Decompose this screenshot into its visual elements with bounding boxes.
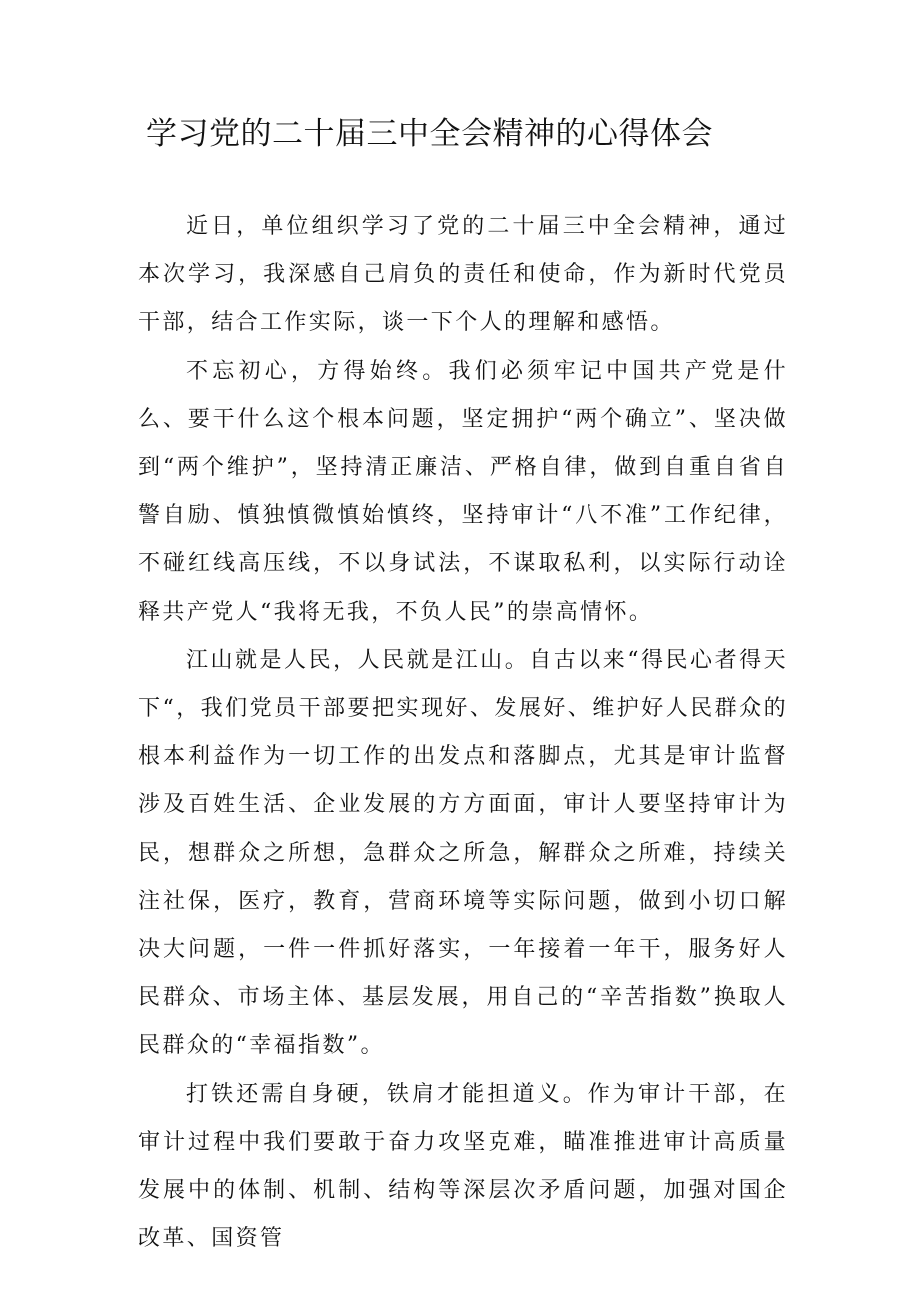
- paragraph-people: 江山就是人民，人民就是江山。自古以来“得民心者得天下“，我们党员干部要把实现好、发展好、维护好人民群众的根本利益作为一切工作的出发点和落脚点，尤其是审计监督涉及百姓生活、企业发展的方方面面，审计人要坚持审计为民，想群众之所想，急群众之所急，解群众之所难，持续关注社保，医疗，教育，营商环境等实际问题，做到小切口解决大问题，一件一件抓好落实，一年接着一年干，服务好人民群众、市场主体、基层发展，用自己的“辛苦指数”换取人民群众的“幸福指数”。: [138, 647, 788, 1059]
- paragraph-intro: 近日，单位组织学习了党的二十届三中全会精神，通过本次学习，我深感自己肩负的责任和使命，作为新时代党员干部，结合工作实际，谈一下个人的理解和感悟。: [138, 214, 788, 336]
- paragraph-self-discipline: 打铁还需自身硬，铁肩才能担道义。作为审计干部，在审计过程中我们要敢于奋力攻坚克难，瞄准推进审计高质量发展中的体制、机制、结构等深层次矛盾问题，加强对国企改革、国资管: [138, 1081, 788, 1252]
- paragraph-original-aspiration: 不忘初心，方得始终。我们必须牢记中国共产党是什么、要干什么这个根本问题，坚定拥护“两个确立”、坚决做到“两个维护”，坚持清正廉洁、严格自律，做到自重自省自警自励、慎独慎微慎始慎终，坚持审计“八不准”工作纪律，不碰红线高压线，不以身试法，不谋取私利，以实际行动诠释共产党人“我将无我，不负人民”的崇高情怀。: [138, 358, 788, 625]
- document-title: 学习党的二十届三中全会精神的心得体会: [146, 116, 713, 152]
- document-body: [138, 203, 788, 1263]
